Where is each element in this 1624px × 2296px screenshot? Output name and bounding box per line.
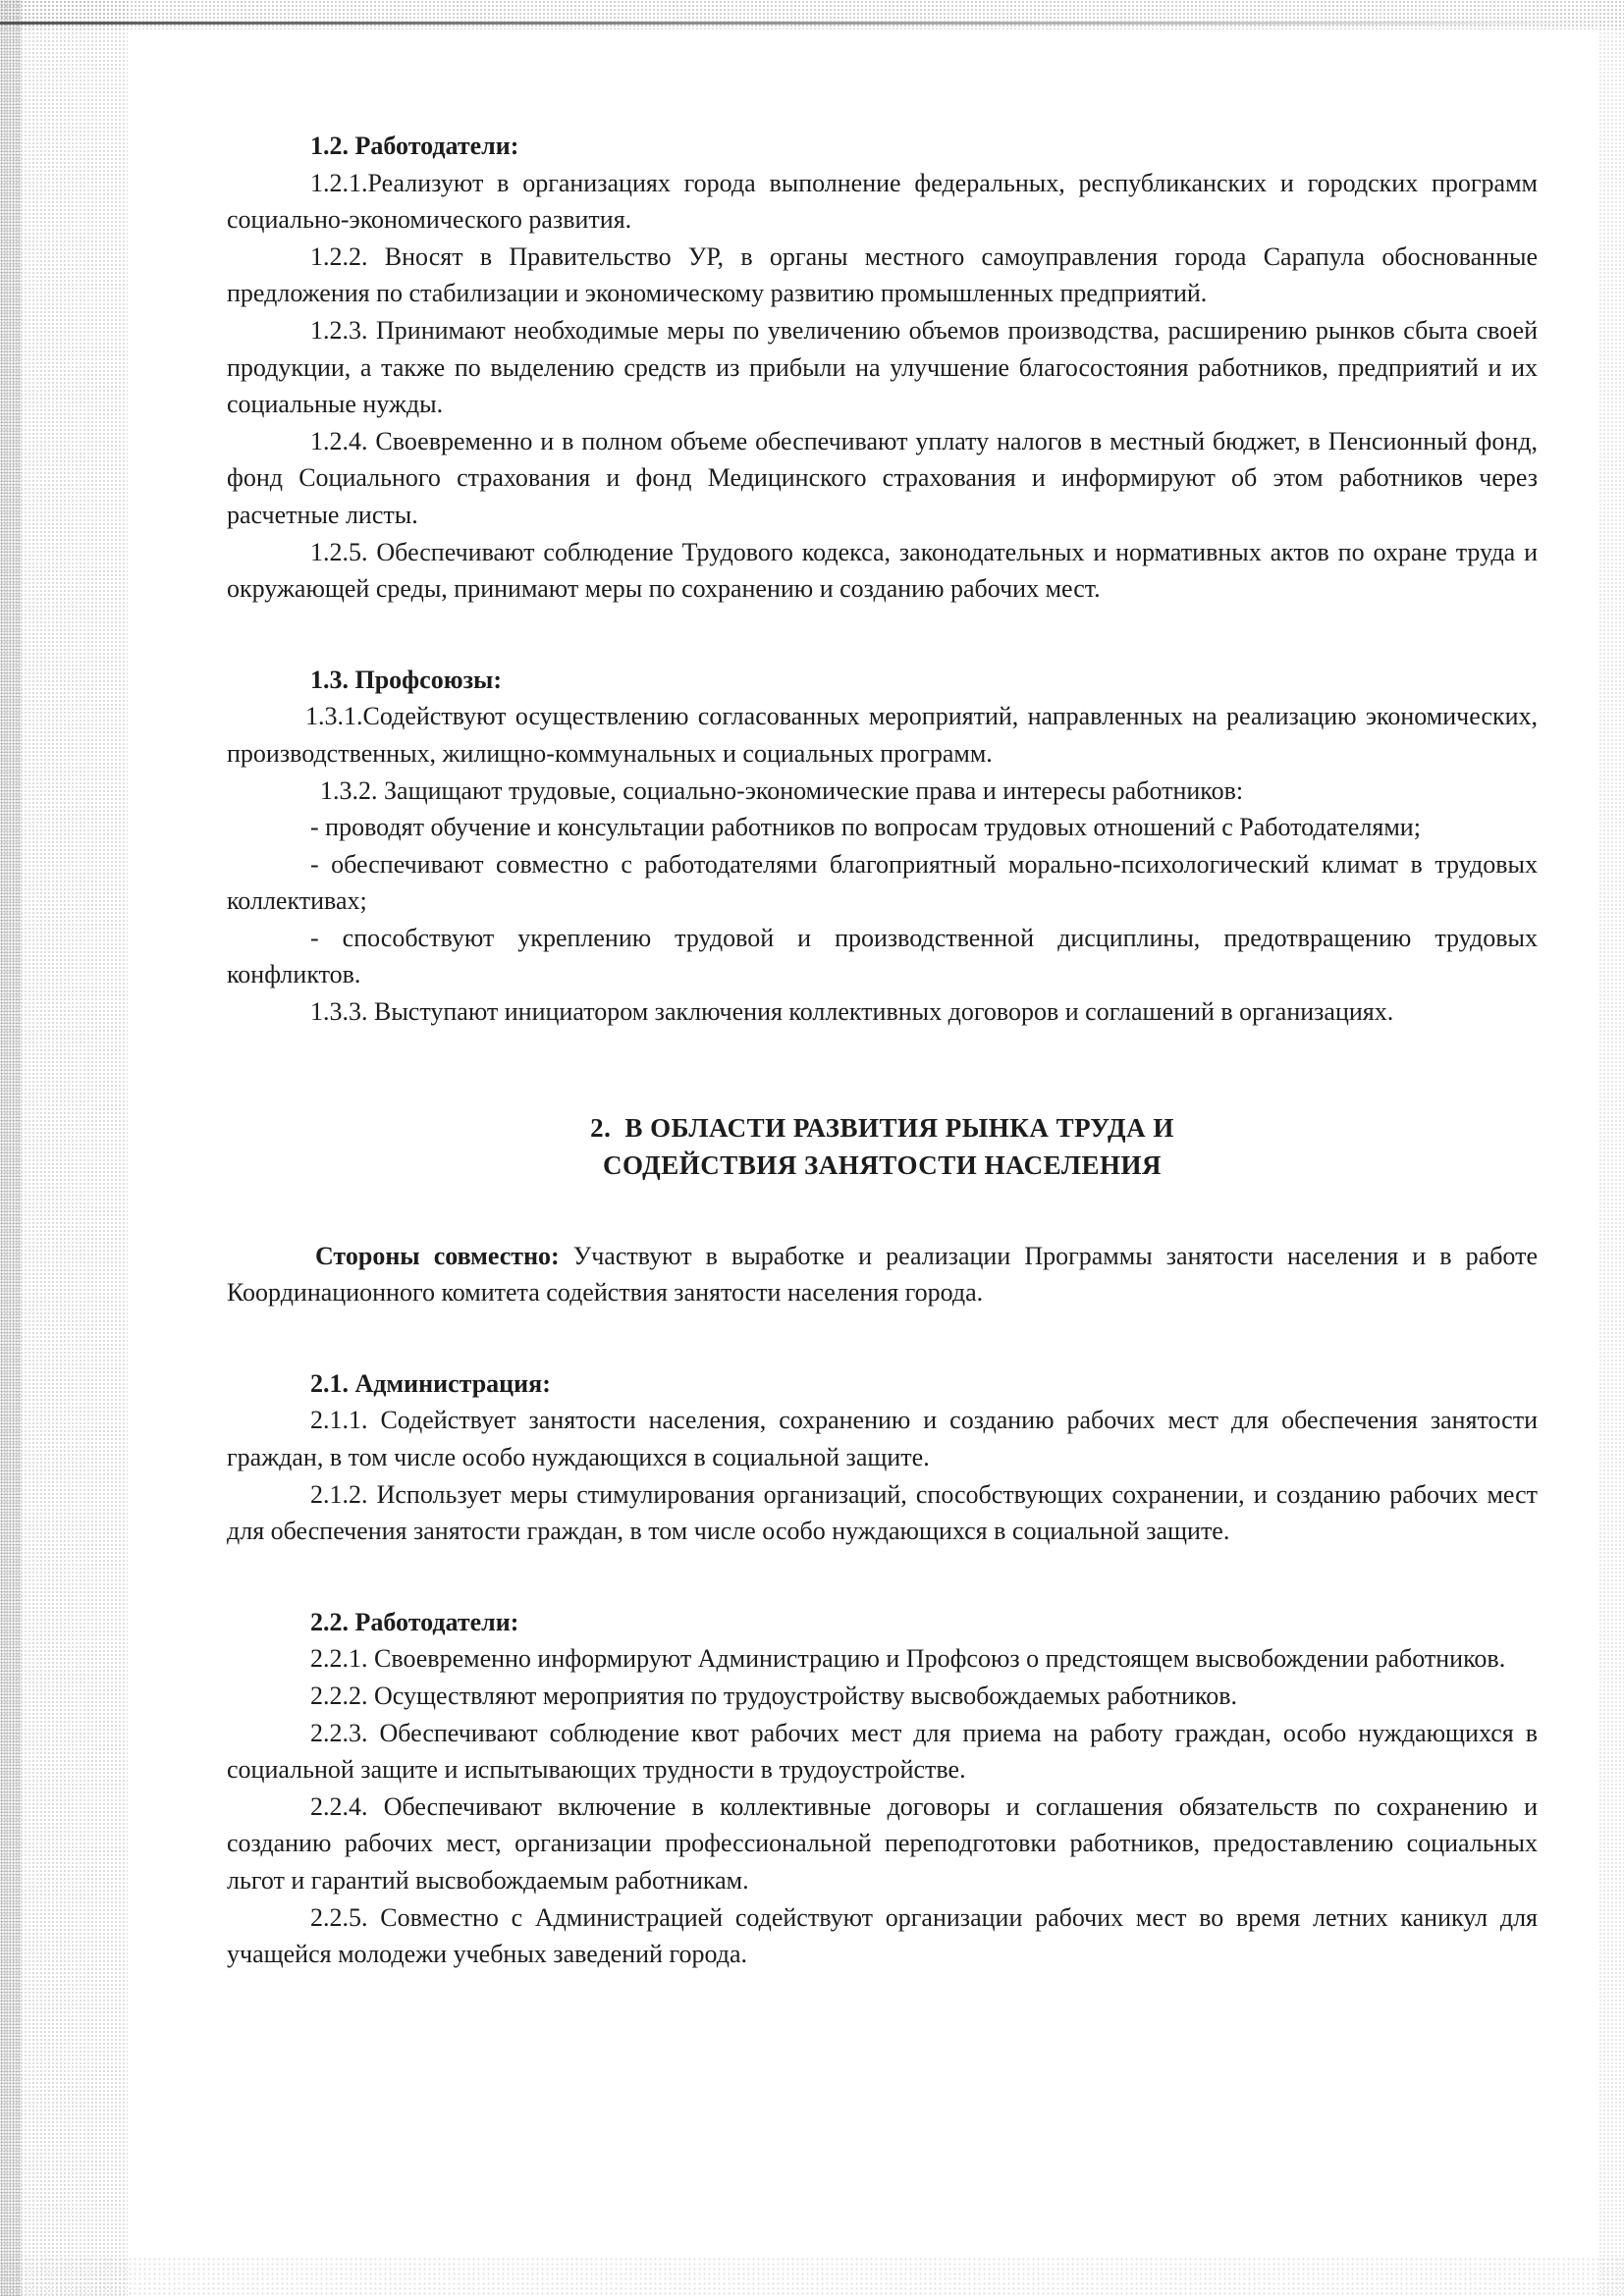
spacer [227,1550,1538,1604]
paragraph-2-2-1: 2.2.1. Своевременно информируют Администрацию и Профсоюз о предстоящем высвобождении работников. [310,1644,1506,1674]
list-item: - проводят обучение и консультации работников по вопросам трудовых отношений с Работодателями; [310,813,1421,842]
paragraph-2-1-1: 2.1.1. Содействует занятости населения, сохранению и созданию рабочих мест для обеспечения занятости граждан, в том числе особо нуждающихся в социальной защите. [227,1406,1538,1472]
scan-top-line [0,22,1624,25]
section-title [227,1109,1538,1147]
paragraph-1-2-4: 1.2.4. Своевременно и в полном объеме обеспечивают уплату налогов в местный бюджет, в Пенсионный фонд, фонд Социального страхования и фонд Медицинского страхования и информируют об этом работников через расчетные листы. [227,426,1538,529]
scan-noise-top [0,0,1624,29]
spacer [227,1311,1538,1365]
section-1-3 [227,662,1538,1031]
spacer [227,1184,1538,1238]
document-page [227,128,1538,1973]
paragraph-2-2-2: 2.2.2. Осуществляют мероприятия по трудоустройству высвобождаемых работников. [310,1682,1238,1710]
paragraph-1-2-3: 1.2.3. Принимают необходимые меры по увеличению объемов производства, расширению рынков сбыта своей продукции, а также по выделению средств из прибыли на улучшение благосостояния работников, предприятий и их социальные нужды. [227,315,1538,419]
section-2-2 [227,1604,1538,1973]
lead-text: Участвуют в выработке и реализации Программы занятости населения и в работе Координационного комитета содействия занятости населения города. [227,1241,1538,1308]
paragraph-1-3-1: 1.3.1.Содействуют осуществлению согласованных мероприятий, направленных на реализацию экономических, производственных, жилищно-коммунальных и социальных программ. [227,702,1538,768]
paragraph-2-2-3: 2.2.3. Обеспечивают соблюдение квот рабочих мест для приема на работу граждан, особо нуждающихся в социальной защите и испытывающих трудности в трудоустройстве. [227,1718,1538,1785]
list-item: - обеспечивают совместно с работодателями благоприятный морально-психологический климат в трудовых коллективах; [227,849,1538,916]
spacer [227,608,1538,662]
scan-noise-left-edge [0,0,22,2296]
list-item: - способствуют укреплению трудовой и производственной дисциплины, предотвращению трудовых конфликтов. [227,923,1538,989]
scan-noise-bottom [0,2257,1624,2296]
paragraph-1-2-1: 1.2.1.Реализуют в организациях города выполнение федеральных, республиканских и городских программ социально-экономического развития. [227,168,1538,235]
section-1-2 [227,128,1538,608]
spacer [227,1031,1538,1109]
section-heading: 1.2. Работодатели: [310,132,519,160]
paragraph-1-3-3: 1.3.3. Выступают инициатором заключения коллективных договоров и соглашений в организациях. [310,997,1394,1027]
paragraph-1-2-2: 1.2.2. Вносят в Правительство УР, в органы местного самоуправления города Сарапула обоснованные предложения по стабилизации и экономическому развитию промышленных предприятий. [227,241,1538,308]
paragraph-2-1-2: 2.1.2. Использует меры стимулирования организаций, способствующих сохранении, и созданию рабочих мест для обеспечения занятости граждан, в том числе особо нуждающихся в социальной защите. [227,1479,1538,1546]
paragraph-2-2-5: 2.2.5. Совместно с Администрацией содействуют организации рабочих мест во время летних каникул для учащейся молодежи учебных заведений города. [227,1902,1538,1969]
paragraph-1-2-5: 1.2.5. Обеспечивают соблюдение Трудового кодекса, законодательных и нормативных актов по охране труда и окружающей среды, принимают меры по сохранению и созданию рабочих мест. [227,537,1538,604]
section-heading: 2.2. Работодатели: [310,1607,519,1636]
paragraph-1-3-2: 1.3.2. Защищают трудовые, социально-экономические права и интересы работников: [320,775,1244,805]
section-heading: 2.1. Администрация: [310,1368,551,1398]
paragraph-2-2-4: 2.2.4. Обеспечивают включение в коллективные договоры и соглашения обязательств по сохранению и созданию рабочих мест, организации профессиональной переподготовки работников, предоставлению социальных льгот и гарантий высвобождаемым работникам. [227,1791,1538,1895]
section-number: 2. [590,1112,612,1143]
lead-label: Стороны совместно: [315,1241,560,1270]
section-2-1 [227,1365,1538,1550]
section-title-line-1: В ОБЛАСТИ РАЗВИТИЯ РЫНКА ТРУДА И [624,1112,1174,1143]
section-heading: 1.3. Профсоюзы: [310,665,502,694]
section-title-line-2: СОДЕЙСТВИЯ ЗАНЯТОСТИ НАСЕЛЕНИЯ [603,1149,1162,1180]
section-lead [227,1238,1538,1311]
scan-noise-right [1598,0,1624,2296]
section-2 [227,1109,1538,1311]
